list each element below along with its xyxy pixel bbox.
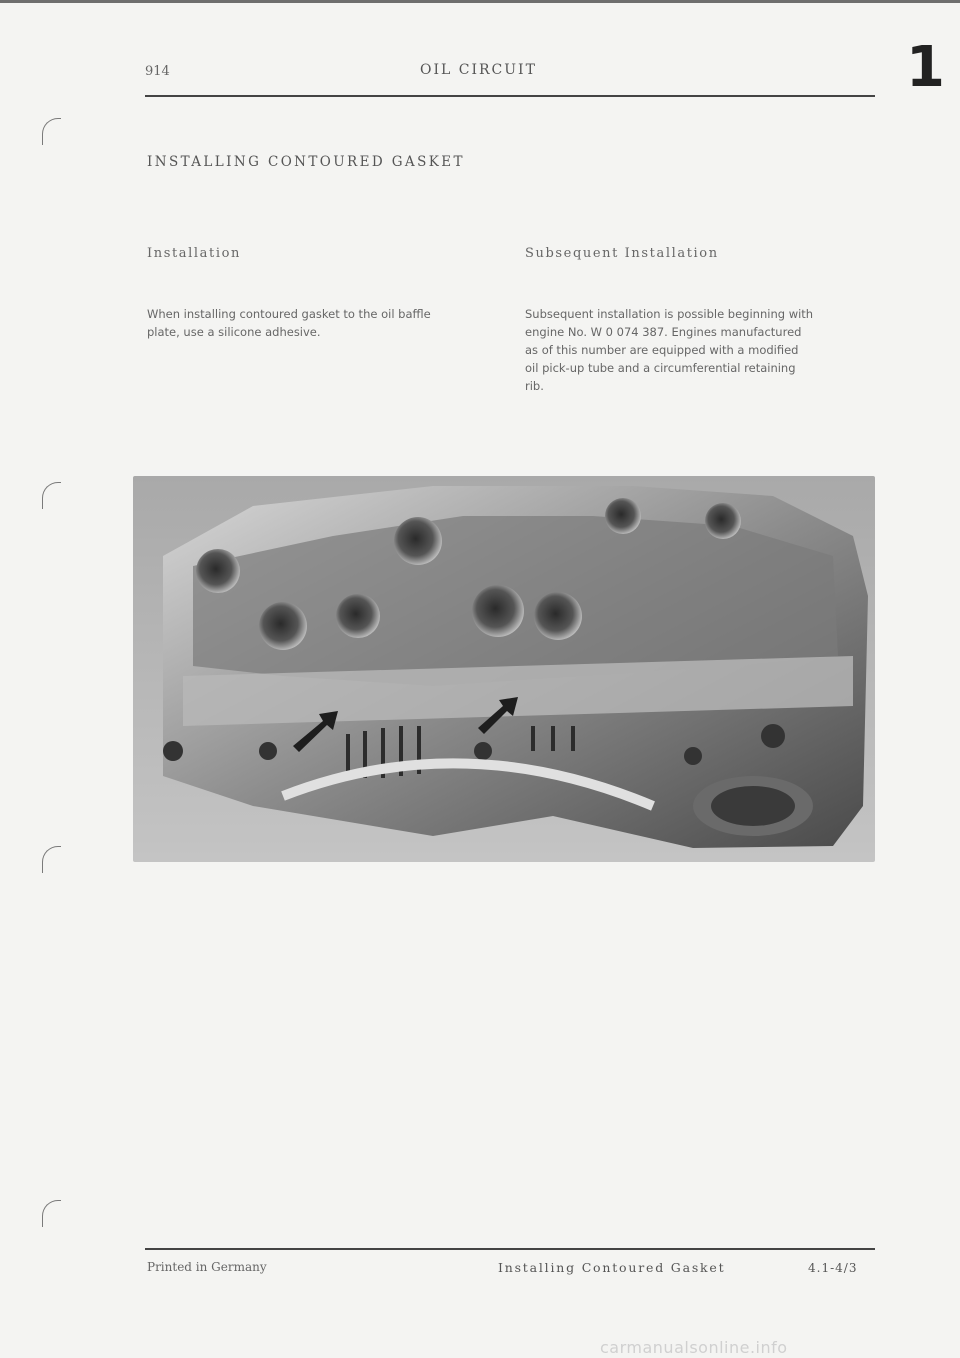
text-line: as of this number are equipped with a modified (525, 343, 799, 357)
page-title: INSTALLING CONTOURED GASKET (147, 154, 465, 170)
footer-rule (145, 1248, 875, 1250)
text-line: plate, use a silicone adhesive. (147, 325, 321, 339)
page-code: 4.1-4/3 (808, 1261, 858, 1275)
binder-hole-mark (42, 482, 61, 509)
chapter-title: OIL CIRCUIT (420, 62, 537, 78)
binder-hole-mark (42, 846, 61, 873)
text-line: Subsequent installation is possible beginning with (525, 307, 814, 321)
section-number: 1 (906, 35, 945, 100)
installation-text (147, 305, 492, 341)
page-top-edge (0, 0, 960, 3)
subsequent-installation-text (525, 305, 870, 395)
footer-title: Installing Contoured Gasket (498, 1260, 726, 1275)
text-line: oil pick-up tube and a circumferential retaining (525, 361, 796, 375)
text-line: rib. (525, 379, 544, 393)
header-rule (145, 95, 875, 97)
engine-crankcase-photo (133, 476, 875, 862)
binder-hole-mark (42, 118, 61, 145)
binder-hole-mark (42, 1200, 61, 1227)
text-line: engine No. W 0 074 387. Engines manufactured (525, 325, 802, 339)
watermark: carmanualsonline.info (600, 1338, 788, 1357)
installation-heading: Installation (147, 246, 242, 261)
printed-note: Printed in Germany (147, 1260, 267, 1274)
model-number: 914 (145, 64, 170, 79)
subsequent-installation-heading: Subsequent Installation (525, 246, 719, 261)
text-line: When installing contoured gasket to the oil baffle (147, 307, 431, 321)
